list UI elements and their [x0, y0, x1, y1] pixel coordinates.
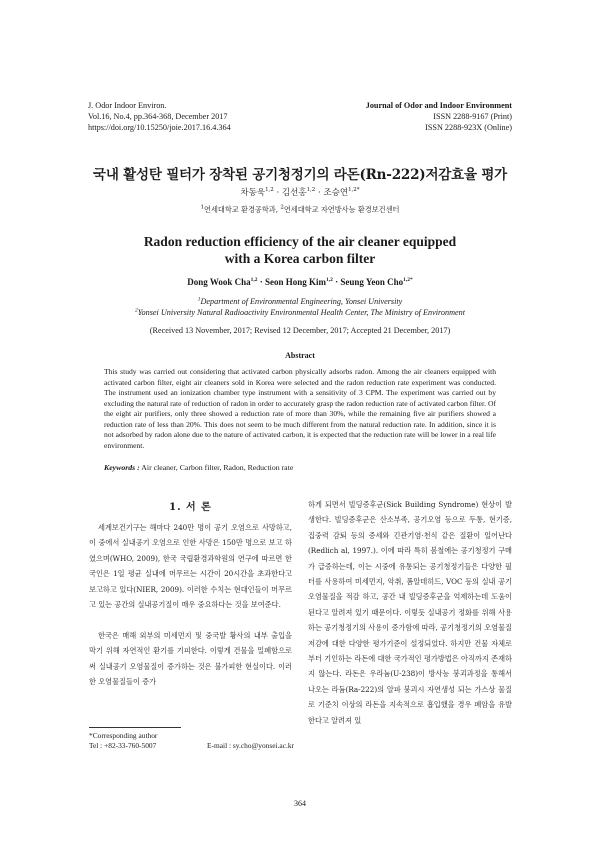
- journal-name: Journal of Odor and Indoor Environment: [365, 101, 512, 110]
- footnote: [89, 731, 294, 751]
- doi-link[interactable]: https://doi.org/10.15250/joie.2017.16.4.364: [88, 123, 231, 132]
- left-column-paragraph-2: [89, 628, 292, 690]
- english-title-line1: Radon reduction efficiency of the air cleaner equipped: [143, 234, 457, 249]
- korean-authors: [0, 186, 600, 198]
- author-name: 조승연: [323, 188, 349, 198]
- keywords-list: Air cleaner, Carbon filter, Radon, Reduction rate: [141, 463, 294, 472]
- page-number: 364: [294, 799, 306, 808]
- affil-sup: 1: [197, 296, 201, 303]
- keywords-label: Keywords :: [104, 463, 140, 472]
- affil-1: Department of Environmental Engineering, Yonsei University: [200, 297, 403, 306]
- author-sup: 1,2: [326, 277, 333, 283]
- korean-title: 국내 활성탄 필터가 장착된 공기청정기의 라돈(Rn-222)저감효율 평가: [92, 167, 508, 183]
- english-affiliations: [0, 296, 600, 318]
- paragraph-text: 한국은 매해 외부의 미세먼지 및 중국발 황사의 내부 출입을 막기 위해 자연적인 환기를 기피한다. 이렇게 건물을 밀폐함으로써 실내공기 오염물질이 증가하는 것은 불가피한 현실이다. 이러한 오염물질들이 증가: [89, 631, 292, 687]
- author-name: Seon Hong Kim: [265, 277, 327, 287]
- journal-header-left: [88, 100, 231, 133]
- author-separator: ·: [335, 277, 339, 287]
- volume-info: Vol.16, No.4, pp.364-368, December 2017: [88, 112, 228, 121]
- section-title: 1. 서 론: [169, 502, 212, 513]
- paragraph-text: 세계보건기구는 해마다 240만 명이 공기 오염으로 사망하고, 이 중에서 실내공기 오염으로 인한 사망은 150만 명으로 보고 하였으며(WHO, 2009), 한국 국립환경과학원의 연구에 따르면 한국인은 1일 평균 실내에 머무르는 시간이 20시간을 초과한다고 보고하고 있다(NIER, 2009). 이러한 수치는 현대인들이 머무르고 있는 공간의 실내공기질이 매우 중요하다는 것을 보여준다.: [89, 523, 292, 610]
- affil-sup: 1: [200, 204, 204, 211]
- author-name: Dong Wook Cha: [187, 277, 251, 287]
- issn-online: ISSN 2288-923X (Online): [425, 123, 512, 132]
- affil-2: Yonsei University Natural Radioactivity Environmental Health Center, The Ministry of Environment: [137, 308, 465, 317]
- author-separator: ·: [259, 277, 263, 287]
- journal-header-right: [366, 100, 512, 133]
- author-sup: 1,2*: [348, 187, 360, 194]
- corresponding-author-label: *Corresponding author: [89, 731, 158, 740]
- issn-print: ISSN 2288-9167 (Print): [433, 112, 512, 121]
- footnote-rule: [89, 727, 181, 728]
- author-sup: 1,2*: [403, 277, 413, 283]
- corresponding-tel: Tel : +82-33-760-5007: [89, 741, 157, 750]
- author-name: 김선홍: [281, 188, 307, 198]
- author-name: 차동욱: [240, 188, 266, 198]
- journal-abbrev: J. Odor Indoor Environ.: [88, 101, 167, 110]
- author-name: Seung Yeon Cho: [340, 277, 404, 287]
- received-dates: (Received 13 November, 2017; Revised 12 December, 2017; Accepted 21 December, 2017): [149, 326, 451, 335]
- affil-sup: 2: [135, 307, 138, 314]
- author-sup: 1,2: [306, 187, 316, 194]
- right-column: [308, 497, 512, 728]
- korean-affiliations: [0, 205, 600, 215]
- author-separator: ·: [276, 188, 280, 198]
- abstract-heading: Abstract: [285, 351, 315, 360]
- affil-sup: 2: [280, 204, 284, 211]
- corresponding-email[interactable]: E-mail : sy.cho@yonsei.ac.kr: [207, 741, 294, 750]
- author-separator: ·: [318, 188, 321, 198]
- english-title-line2: with a Korea carbon filter: [224, 251, 376, 266]
- keywords: [104, 463, 496, 472]
- abstract-body: This study was carried out considering that activated carbon physically adsorbs radon. Among the air cleaners equipped with activated carbon filter, eight air cleaners sold in Korea were selected and the radon reduction rate experiment was conducted. The instrument used an ionization chamber type instrument with a sensitivity of 3 CPM. The experiment was carried out by excluding the natural rate of reduction of radon in order to accurately grasp the radon reduction rate of activated carbon filter. Of the eight air purifiers, only three showed a reduction rate of more than 30%, while the remaining five air purifiers showed a reduction rate of less than 20%. This does not seem to be much different from the natural reduction rate. In addition, since it is not adsorbed by radon alone due to the nature of activated carbon, it is expected that the reduction rate will be lower in a real life environment.: [104, 367, 496, 450]
- author-sup: 1,2: [250, 277, 258, 283]
- english-title: [0, 233, 600, 267]
- english-authors: [0, 277, 600, 287]
- paragraph-text: 하게 되면서 빌딩증후군(Sick Building Syndrome) 현상이 발생한다. 빌딩증후군은 산소부족, 공기오염 등으로 두통, 현기증, 집중력 감퇴 등의 증세와 긴관기염·천식 같은 질환이 일어난다(Redlich al, 1997.). 이에 따라 특히 봄철에는 공기청정기 구매가 급증하는데, 이는 시중에 유통되는 공기청정기들은 다양한 필터를 사용하여 미세먼지, 악취, 폼알데히드, VOC 등의 실내 공기오염물질을 적감 하고, 공간 내 빌딩증후군을 억제하는데 도움이 된다고 알려져 있기 때문이다. 이렇듯 실내공기 정화를 위해 사용하는 공기청정기의 사용이 증가함에 따라, 공기청정기의 오염물질 저감에 대한 다양한 평가기준이 설정되었다. 하지만 건물 자체로부터 기인하는 라돈에 대한 국가적인 평가방법은 아직까지 존재하지 않는다. 라돈은 우라늄(U-238)이 방사능 붕괴과정을 통해서 나오는 라듐(Ra-222)의 알파 붕괴시 자연생성 되는 가스상 물질로 기준치 이상의 라돈을 지속적으로 흡입했을 경우 폐암을 유발한다고 알려져 있: [308, 500, 512, 725]
- affil-2: 연세대학교 자연방사능 환경보건센터: [283, 205, 400, 214]
- left-column-paragraph-1: [89, 520, 292, 612]
- affil-1: 연세대학교 환경공학과,: [204, 205, 279, 214]
- author-sup: 1,2: [265, 187, 274, 194]
